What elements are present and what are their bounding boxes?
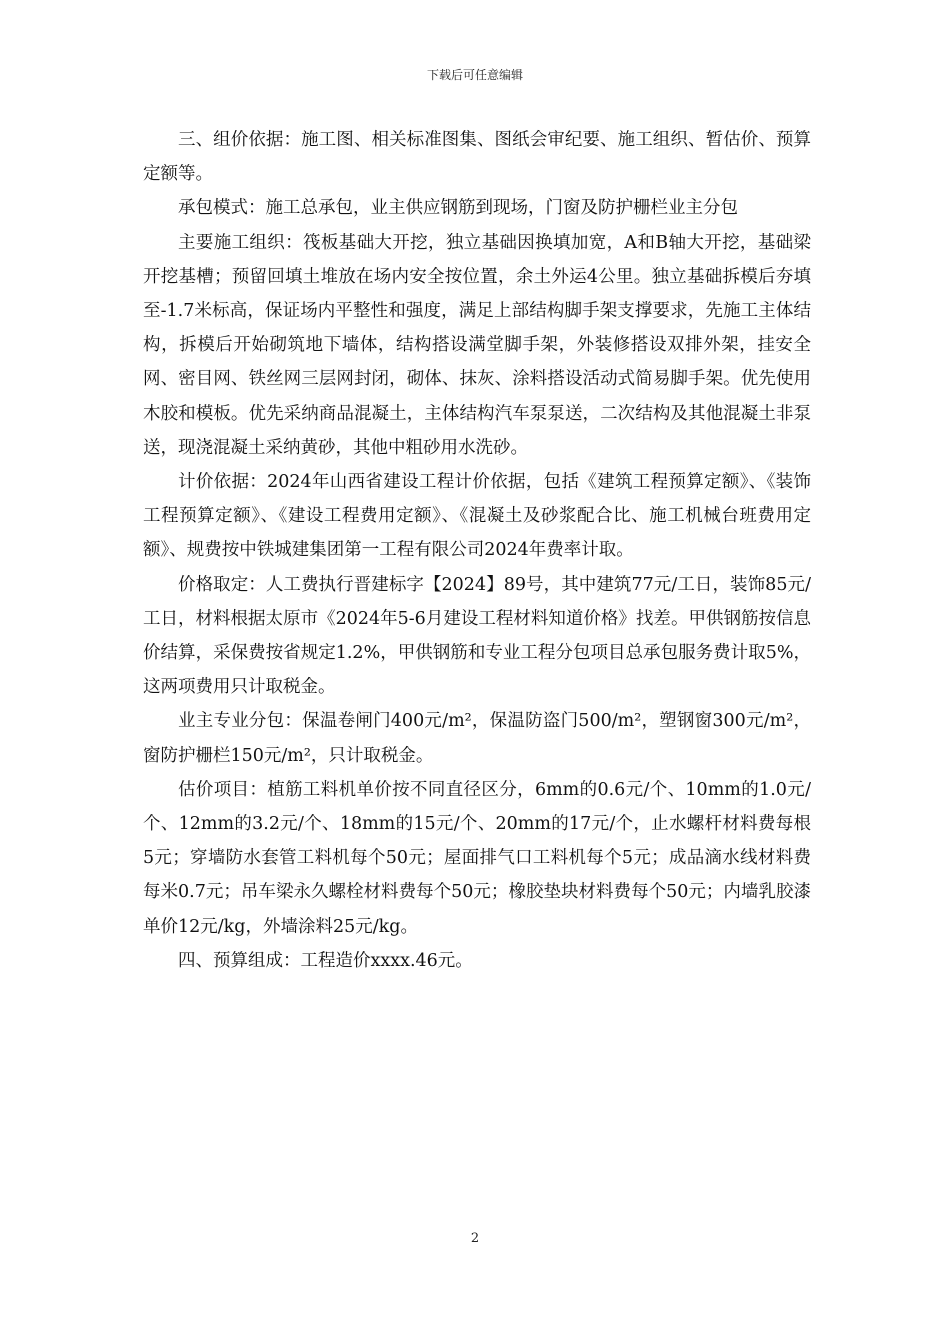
paragraph-budget-composition: 四、预算组成：工程造价xxxx.46元。 — [178, 950, 473, 971]
paragraph-valuation-basis: 计价依据：2024年山西省建设工程计价依据，包括《建筑工程预算定额》、《装饰工程预算定额》、《建设工程费用定额》、《混凝土及砂浆配合比、施工机械台班费用定额》、规费按中铁城建集团第一工程有限公司2024年费率计取。 — [143, 472, 811, 561]
page-number: 2 — [470, 1231, 480, 1246]
paragraph-price-determination: 价格取定：人工费执行晋建标字【2024】89号，其中建筑77元/工日，装饰85元/工日，材料根据太原市《2024年5-6月建设工程材料知道价格》找差。甲供钢筋按信息价结算，采保费按省规定1.2%，甲供钢筋和专业工程分包项目总承包服务费计取5%，这两项费用只计取税金。 — [143, 574, 811, 698]
paragraph-pricing-basis-intro: 三、组价依据：施工图、相关标准图集、图纸会审纪要、施工组织、暂估价、预算定额等。 — [143, 130, 811, 185]
paragraph-estimated-items: 估价项目：植筋工料机单价按不同直径区分，6mm的0.6元/个、10mm的1.0元/个、12mm的3.2元/个、18mm的15元/个、20mm的17元/个，止水螺杆材料费每根5元；穿墙防水套管工料机每个50元；屋面排气口工料机每个5元；成品滴水线材料费每米0.7元；吊车梁永久螺栓材料费每个50元；橡胶垫块材料费每个50元；内墙乳胶漆单价12元/kg，外墙涂料25元/kg。 — [143, 779, 811, 937]
page-header: 下载后可任意编辑 — [426, 68, 523, 82]
document-body — [143, 123, 811, 978]
paragraph-construction-organization: 主要施工组织：筏板基础大开挖，独立基础因换填加宽，A和B轴大开挖，基础梁开挖基槽；预留回填土堆放在场内安全按位置，余土外运4公里。独立基础拆模后夯填至-1.7米标高，保证场内平整性和强度，满足上部结构脚手架支撑要求，先施工主体结构，拆模后开始砌筑地下墙体，结构搭设满堂脚手架，外装修搭设双排外架，挂安全网、密目网、铁丝网三层网封闭，砌体、抹灰、涂料搭设活动式简易脚手架。优先使用木胶和模板。优先采纳商品混凝土，主体结构汽车泵泵送，二次结构及其他混凝土非泵送，现浇混凝土采纳黄砂，其他中粗砂用水洗砂。 — [143, 232, 811, 458]
paragraph-owner-subcontract: 业主专业分包：保温卷闸门400元/m²，保温防盗门500/m²，塑钢窗300元/m²，窗防护栅栏150元/m²，只计取税金。 — [143, 711, 811, 766]
paragraph-contract-mode: 承包模式：施工总承包，业主供应钢筋到现场，门窗及防护栅栏业主分包 — [178, 198, 738, 219]
